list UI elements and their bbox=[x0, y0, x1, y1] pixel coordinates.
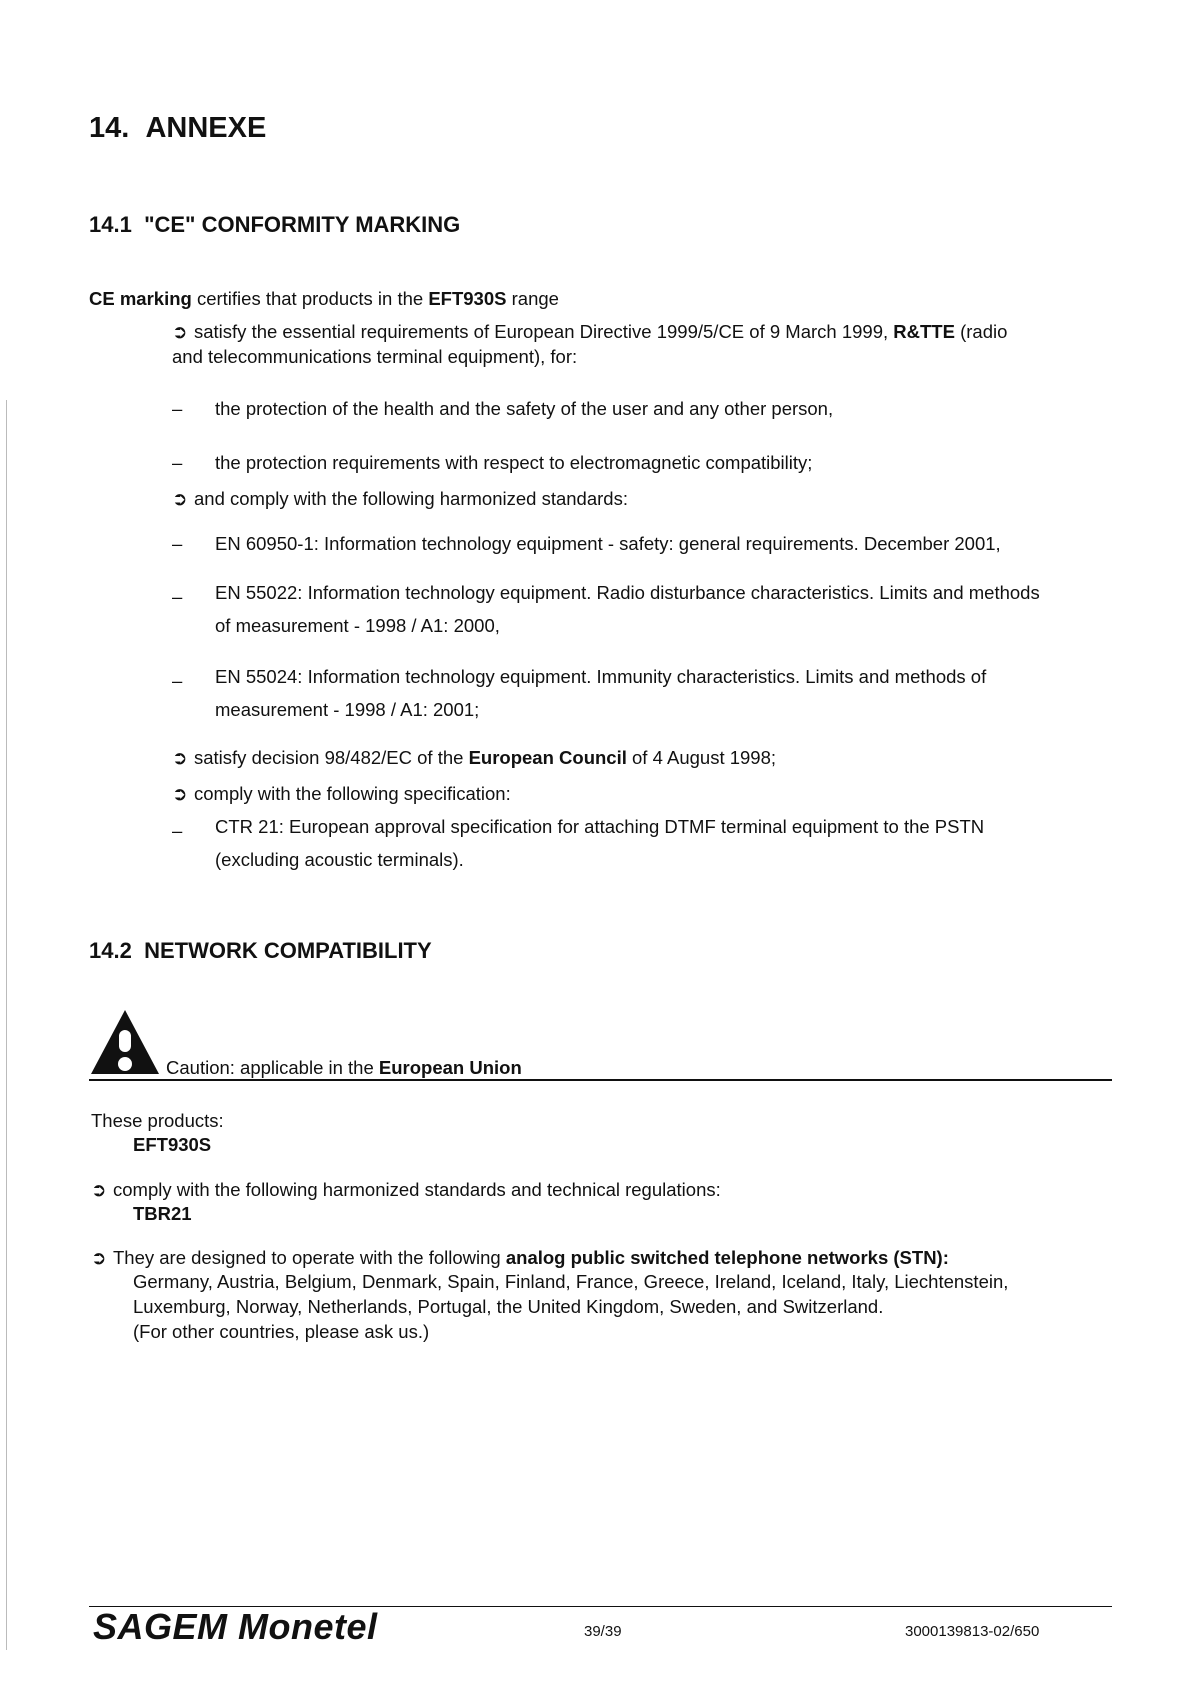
ce-dash-6: – bbox=[172, 820, 183, 841]
ce-dash-2: – bbox=[172, 452, 183, 473]
ce-dash-5: – bbox=[172, 670, 183, 691]
ce-dash-5-text: EN 55024: Information technology equipment. Immunity characteristics. Limits and methods of measurement - 1998 / A1: 2001; bbox=[215, 666, 987, 720]
products-value: EFT930S bbox=[133, 1134, 212, 1155]
ce-dash-3: – bbox=[172, 533, 183, 554]
footer-brand-logo: SAGEM Monetel bbox=[93, 1606, 378, 1647]
countries-list: Germany, Austria, Belgium, Denmark, Spain, Finland, France, Greece, Ireland, Iceland, Italy, Liechtenstein, Luxemburg, Norway, Netherlands, Portugal, the United Kingdom, Sweden, and Switzerland. (For other countries, please ask us.) bbox=[133, 1271, 1009, 1342]
comply-text: ➲ comply with the following harmonized standards and technical regulations: bbox=[91, 1179, 721, 1200]
arrow-icon: ➲ bbox=[172, 783, 188, 804]
arrow-icon: ➲ bbox=[172, 747, 188, 768]
warning-triangle-icon bbox=[89, 1008, 161, 1076]
designed-text: ➲ They are designed to operate with the following analog public switched telephone networks (STN): bbox=[91, 1247, 949, 1268]
arrow-icon: ➲ bbox=[91, 1179, 107, 1200]
ce-point-1: ➲ satisfy the essential requirements of European Directive 1999/5/CE of 9 March 1999, R&TTE (radio and telecommunications terminal equipment), for: bbox=[172, 321, 1008, 367]
ce-dash-1-text: the protection of the health and the safety of the user and any other person, bbox=[215, 398, 834, 419]
ce-dash-4-text: EN 55022: Information technology equipment. Radio disturbance characteristics. Limits and methods of measurement - 1998 / A1: 2000, bbox=[215, 582, 1040, 636]
ce-dash-6-text: CTR 21: European approval specification for attaching DTMF terminal equipment to the PSTN (excluding acoustic terminals). bbox=[215, 816, 985, 870]
arrow-icon: ➲ bbox=[172, 488, 188, 509]
arrow-icon: ➲ bbox=[172, 321, 188, 342]
footer-reference: 3000139813-02/650 bbox=[905, 1623, 1040, 1640]
section-title: 14. ANNEXE bbox=[89, 112, 267, 144]
ce-dash-4: – bbox=[172, 586, 183, 607]
ce-intro: CE marking certifies that products in the EFT930S range bbox=[89, 288, 559, 309]
caution-text: Caution: applicable in the European Union bbox=[166, 1057, 522, 1078]
ce-point-3: ➲ satisfy decision 98/482/EC of the European Council of 4 August 1998; bbox=[172, 747, 777, 768]
ce-dash-2-text: the protection requirements with respect to electromagnetic compatibility; bbox=[215, 452, 813, 473]
footer-page-number: 39/39 bbox=[584, 1623, 622, 1640]
arrow-icon: ➲ bbox=[91, 1247, 107, 1268]
subsection-title-14-1: 14.1 "CE" CONFORMITY MARKING bbox=[89, 212, 461, 237]
caution-rule bbox=[89, 1079, 1112, 1081]
ce-dash-1: – bbox=[172, 398, 183, 419]
ce-point-2: ➲ and comply with the following harmonized standards: bbox=[172, 488, 628, 509]
products-label: These products: bbox=[91, 1110, 224, 1131]
comply-value: TBR21 bbox=[133, 1203, 192, 1224]
ce-dash-3-text: EN 60950-1: Information technology equipment - safety: general requirements. December 2001, bbox=[215, 533, 1001, 554]
ce-point-4: ➲ comply with the following specification: bbox=[172, 783, 511, 804]
subsection-title-14-2: 14.2 NETWORK COMPATIBILITY bbox=[89, 938, 432, 963]
